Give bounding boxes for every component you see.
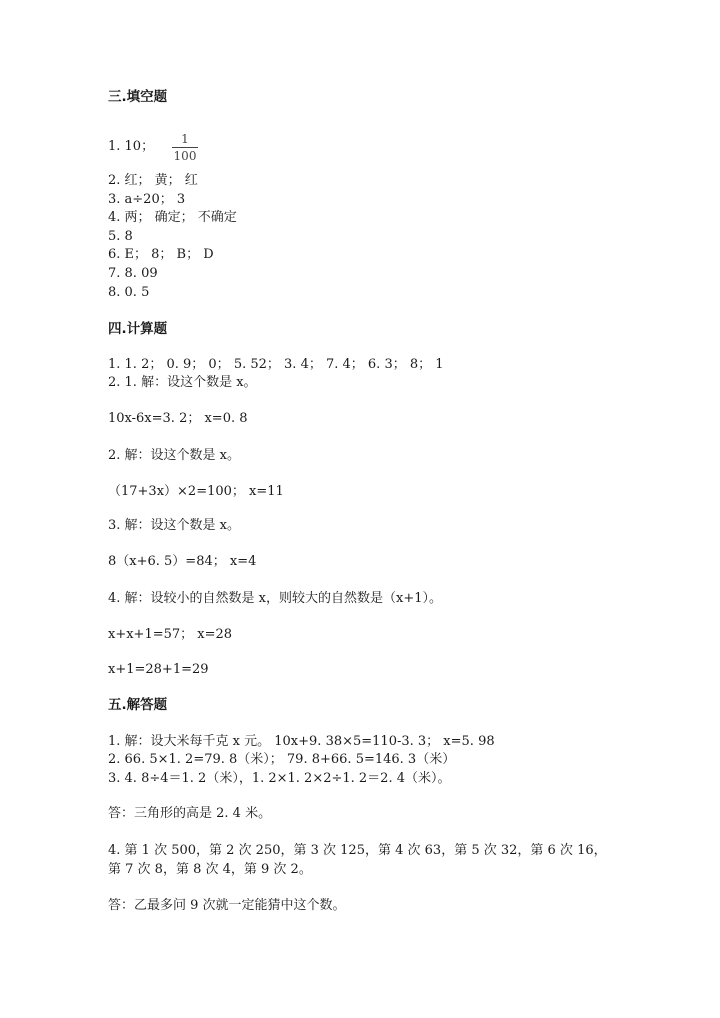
answer-line: 8. 0. 5 [108,285,150,300]
answer-line: 答：三角形的高是 2. 4 米。 [108,806,272,821]
answer-line: 7. 8. 09 [108,266,158,281]
answer-line: 答：乙最多问 9 次就一定能猜中这个数。 [108,898,346,913]
answer-line: 10x-6x=3. 2； x=0. 8 [108,411,248,426]
answer-line: x+x+1=57； x=28 [108,627,233,642]
section-title-calculation: 四.计算题 [108,321,168,337]
answer-line: 2. 66. 5×1. 2=79. 8（米）； 79. 8+66. 5=146. 3（米） [108,752,456,767]
answer-line: 第 7 次 8，第 8 次 4，第 9 次 2。 [108,862,312,877]
section-title-fill-blank: 三.填空题 [108,89,168,105]
fraction [172,132,198,163]
answer-line: （17+3x）×2=100； x=11 [108,484,284,499]
answer-line: 6. E； 8； B； D [108,247,214,262]
answer-line: 1. 解：设大米每千克 x 元。 10x+9. 38×5=110-3. 3； x=5. 98 [108,734,495,749]
fraction-bar [172,147,198,148]
fraction-denominator: 100 [173,149,197,163]
answer-line: 3. a÷20； 3 [108,192,186,207]
answer-line: 1. 1. 2； 0. 9； 0； 5. 52； 3. 4； 7. 4； 6. 3； 8； 1 [108,357,444,372]
answer-line: 3. 4. 8÷4＝1. 2（米），1. 2×1. 2×2÷1. 2＝2. 4（米）。 [108,771,451,786]
answer-line: 1. 10； [108,139,155,154]
answer-line: x+1=28+1=29 [108,662,209,677]
answer-line: 4. 第 1 次 500，第 2 次 250，第 3 次 125，第 4 次 63，第 5 次 32，第 6 次 16， [108,843,607,858]
answer-line: 2. 1. 解：设这个数是 x。 [108,375,257,390]
answer-line: 2. 红； 黄； 红 [108,173,198,188]
answer-line: 4. 两； 确定； 不确定 [108,210,237,225]
fraction-numerator: 1 [181,132,189,146]
answer-line: 3. 解：设这个数是 x。 [108,518,240,533]
section-title-word-problems: 五.解答题 [108,697,168,713]
answer-line: 2. 解：设这个数是 x。 [108,448,240,463]
answer-line: 4. 解：设较小的自然数是 x，则较大的自然数是（x+1）。 [108,591,442,606]
answer-line: 8（x+6. 5）=84； x=4 [108,554,257,569]
answer-line: 5. 8 [108,229,133,244]
